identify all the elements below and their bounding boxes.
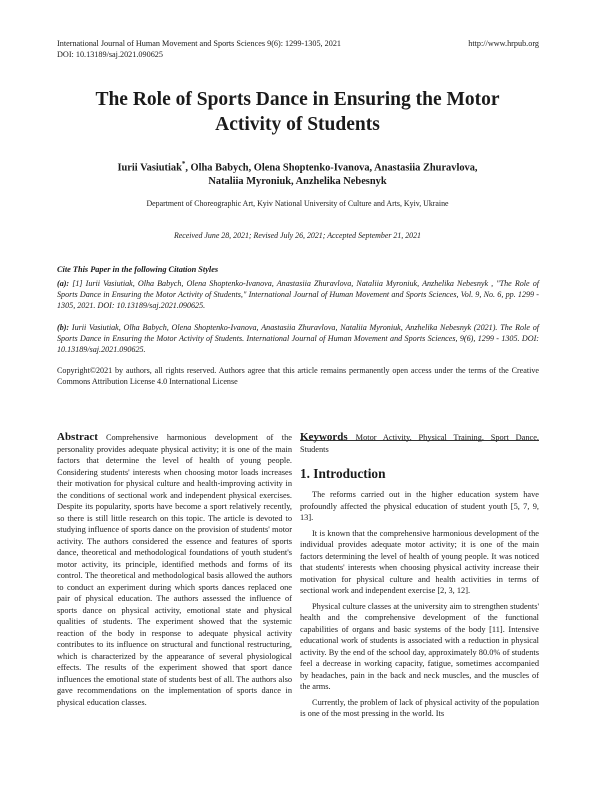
citation-heading: Cite This Paper in the following Citation Styles	[57, 265, 219, 274]
intro-paragraph-1: The reforms carried out in the higher education system have profoundly affected the physical education of student youth [5, 7, 9, 13].	[300, 490, 539, 523]
header-doi: DOI: 10.13189/saj.2021.090625	[57, 50, 163, 59]
authors-line-1	[40, 158, 555, 175]
first-author: Iurii Vasiutiak	[117, 162, 182, 174]
abstract-label: Abstract	[57, 431, 98, 443]
introduction-body	[300, 489, 539, 724]
journal-header: International Journal of Human Movement and Sports Sciences 9(6): 1299-1305, 2021	[57, 39, 342, 48]
journal-url[interactable]: http://www.hrpub.org	[468, 39, 539, 48]
section-heading: 1. Introduction	[300, 466, 386, 481]
citation-b-text: Iurii Vasiutiak, Olha Babych, Olena Shoptenko-Ivanova, Anastasiia Zhuravlova, Nataliia Myroniuk, Anzhelika Nebesnyk (2021). The Role of Sports Dance in Ensuring the Motor Activity of Students. International Journal of Human Movement and Sports Sciences, 9(6), 1299 - 1305. DOI: 10.13189/saj.2021.090625.	[57, 323, 539, 355]
keywords	[300, 432, 539, 455]
paper-title	[40, 87, 555, 137]
citation-b-label: (b):	[57, 323, 70, 332]
author-list	[40, 158, 555, 188]
keywords-text: Motor Activity, Physical Training, Sport Dance, Students	[300, 433, 539, 454]
co-authors: , Olha Babych, Olena Shoptenko-Ivanova, Anastasiia Zhuravlova,	[185, 162, 478, 174]
authors-line-2: Nataliia Myroniuk, Anzhelika Nebesnyk	[208, 175, 387, 187]
citation-b	[57, 322, 539, 356]
title-line-1: The Role of Sports Dance in Ensuring the Motor	[95, 89, 500, 110]
citation-a-label: (a):	[57, 279, 70, 288]
copyright-notice: Copyright©2021 by authors, all rights reserved. Authors agree that this article remains permanently open access under the terms of the Creative Commons Attribution License 4.0 International License	[57, 366, 539, 387]
citation-a	[57, 278, 539, 312]
intro-paragraph-3: Physical culture classes at the university aim to strengthen students' health and the comprehensive development of the functional capabilities of organs and basic systems of the body [11]. Intensive educational work of students is associated with a reduction in physical activity. By the end of the school day, approximately 80.0% of students feel a decrease in working capacity, fatigue, sometimes accompanied by headaches, pain in the back and neck muscles, and the muscles of the arms.	[300, 601, 539, 692]
intro-paragraph-2: It is known that the comprehensive harmonious development of the individual provides adequate motor activity; it is one of the main factors determining the level of health of young people. It was noticed that students' interests when choosing physical activity increase their motivation for physical culture and health activities in terms of sectional work and independent exercise [2, 3, 12].	[300, 528, 539, 596]
abstract	[57, 432, 292, 708]
section-divider	[300, 440, 539, 441]
submission-dates: Received June 28, 2021; Revised July 26, 2021; Accepted September 21, 2021	[173, 231, 421, 240]
keywords-label: Keywords	[300, 431, 348, 443]
affiliation: Department of Choreographic Art, Kyiv National University of Culture and Arts, Kyiv, Ukraine	[146, 199, 449, 208]
abstract-text: Comprehensive harmonious development of the personality provides adequate physical activity; it is one of the main factors that determine the level of health of young people. Considering students' interests when choosing motor loads increases their motivation for physical culture and health-improving activity in the conditions of sectional work and independent physical exercises. Despite its popularity, sports have become a sport relatively recently, so there is still little research on this topic. The article is devoted to studying influence of sports dance on the provision of students' motor activity. The authors considered the essence and features of sports dance, theoretical and methodological foundations of youth student's motor activity, its principle, identified methods and forms of its control. The theoretical and methodological basis allowed the authors to conduct an experiment during which sports dances replaced one pair of physical education. The authors assessed the influence of sports dance on physical activity, emotional state and physical qualities of students. The experiment showed that the systemic reaction of the body in response to adequate physical activity contributes to its influence on structural and functional restructuring, which is characterized by the appearance of several physiological effects. The results of the experiment showed that sport dance influences the emotional state of students best of all. The authors also gave recommendations on the implementation of sports dance in physical education classes.	[57, 433, 292, 707]
intro-paragraph-4: Currently, the problem of lack of physical activity of the population is one of the most pressing in the world. Its	[300, 697, 539, 719]
corresponding-mark: *	[181, 160, 186, 168]
title-line-2: Activity of Students	[215, 114, 380, 135]
citation-a-text: [1] Iurii Vasiutiak, Olha Babych, Olena Shoptenko-Ivanova, Anastasiia Zhuravlova, Nataliia Myroniuk, Anzhelika Nebesnyk , "The Role of Sports Dance in Ensuring the Motor Activity of Students," International Journal of Human Movement and Sports Sciences, Vol. 9, No. 6, pp. 1299 - 1305, 2021. DOI: 10.13189/saj.2021.090625.	[57, 279, 540, 311]
